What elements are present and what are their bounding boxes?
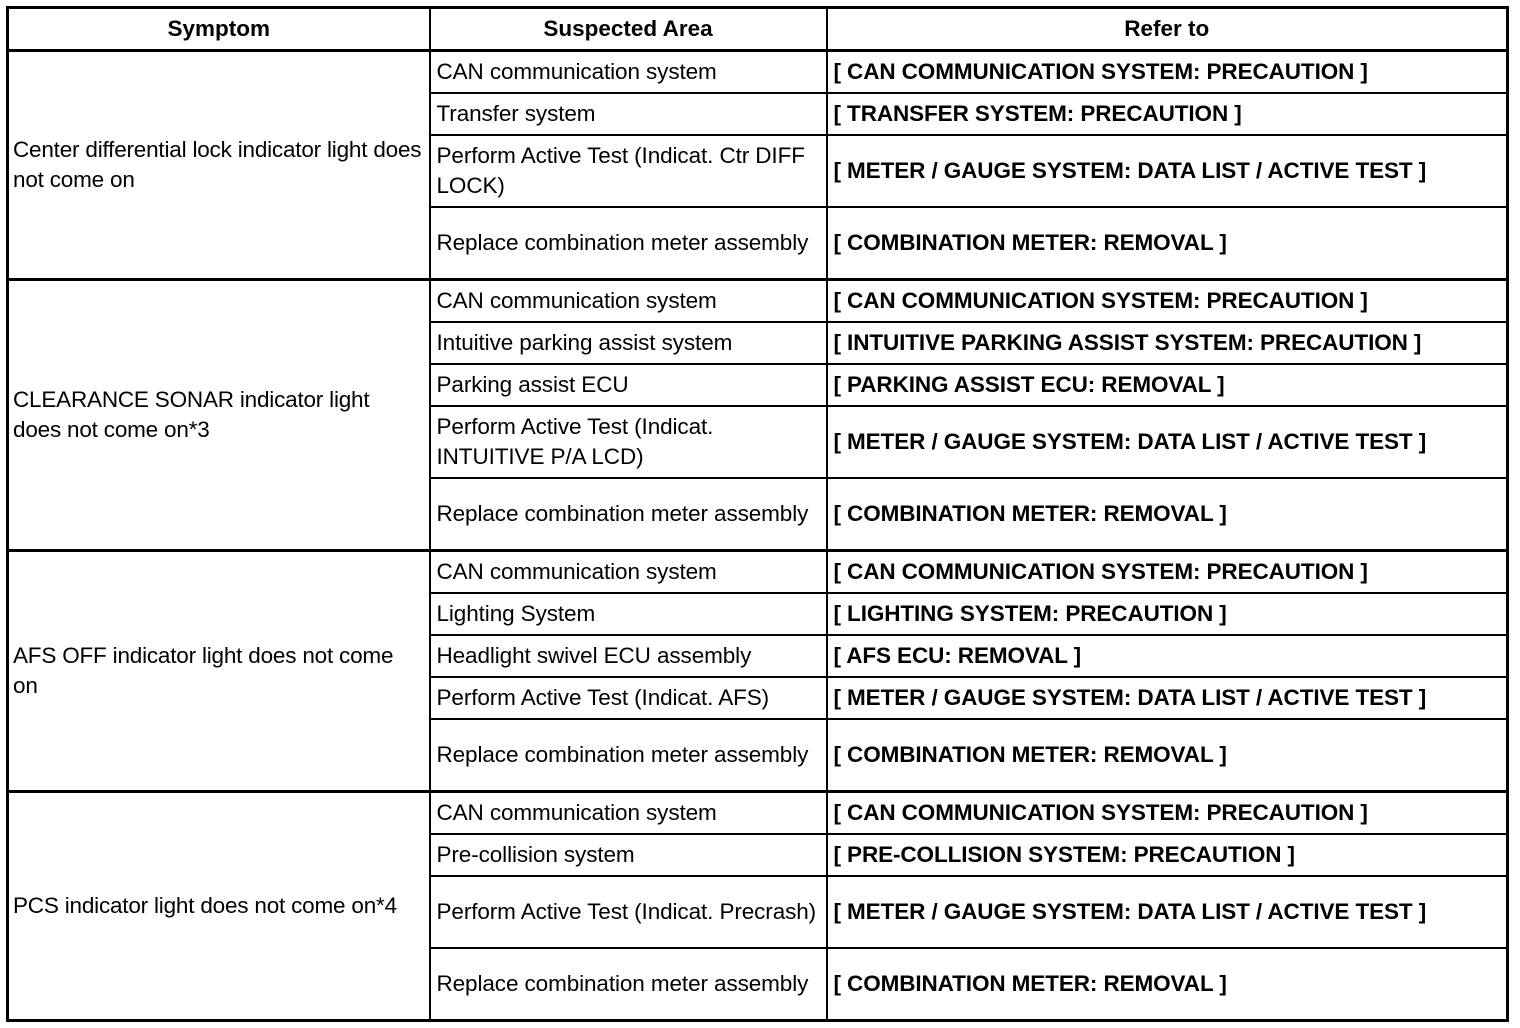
symptom-cell: CLEARANCE SONAR indicator light does not come on*3 — [8, 280, 430, 551]
refer-to-link[interactable]: [ METER / GAUGE SYSTEM: DATA LIST / ACTIVE TEST ] — [827, 677, 1508, 719]
symptom-cell: Center differential lock indicator light does not come on — [8, 51, 430, 280]
suspected-area-cell: Transfer system — [430, 93, 827, 135]
suspected-area-cell: Replace combination meter assembly — [430, 207, 827, 280]
suspected-area-cell: Lighting System — [430, 593, 827, 635]
suspected-area-cell: Perform Active Test (Indicat. INTUITIVE P/A LCD) — [430, 406, 827, 478]
refer-to-link[interactable]: [ COMBINATION METER: REMOVAL ] — [827, 478, 1508, 551]
refer-to-link[interactable]: [ INTUITIVE PARKING ASSIST SYSTEM: PRECAUTION ] — [827, 322, 1508, 364]
suspected-area-cell: Perform Active Test (Indicat. Precrash) — [430, 876, 827, 948]
suspected-area-cell: CAN communication system — [430, 551, 827, 594]
suspected-area-cell: CAN communication system — [430, 280, 827, 323]
table-header-row — [8, 8, 1508, 51]
refer-to-link[interactable]: [ LIGHTING SYSTEM: PRECAUTION ] — [827, 593, 1508, 635]
table-row — [8, 51, 1508, 94]
refer-to-link[interactable]: [ METER / GAUGE SYSTEM: DATA LIST / ACTIVE TEST ] — [827, 876, 1508, 948]
refer-to-link[interactable]: [ PRE-COLLISION SYSTEM: PRECAUTION ] — [827, 834, 1508, 876]
suspected-area-cell: Parking assist ECU — [430, 364, 827, 406]
header-refer-to: Refer to — [827, 8, 1508, 51]
diagnostic-table — [6, 6, 1509, 1022]
header-symptom: Symptom — [8, 8, 430, 51]
symptom-cell: AFS OFF indicator light does not come on — [8, 551, 430, 792]
refer-to-link[interactable]: [ COMBINATION METER: REMOVAL ] — [827, 207, 1508, 280]
table-row — [8, 280, 1508, 323]
table-row — [8, 551, 1508, 594]
refer-to-link[interactable]: [ CAN COMMUNICATION SYSTEM: PRECAUTION ] — [827, 551, 1508, 594]
refer-to-link[interactable]: [ CAN COMMUNICATION SYSTEM: PRECAUTION ] — [827, 280, 1508, 323]
suspected-area-cell: Perform Active Test (Indicat. AFS) — [430, 677, 827, 719]
refer-to-link[interactable]: [ METER / GAUGE SYSTEM: DATA LIST / ACTIVE TEST ] — [827, 135, 1508, 207]
refer-to-link[interactable]: [ CAN COMMUNICATION SYSTEM: PRECAUTION ] — [827, 792, 1508, 835]
symptom-cell: PCS indicator light does not come on*4 — [8, 792, 430, 1021]
suspected-area-cell: Replace combination meter assembly — [430, 719, 827, 792]
suspected-area-cell: Intuitive parking assist system — [430, 322, 827, 364]
refer-to-link[interactable]: [ CAN COMMUNICATION SYSTEM: PRECAUTION ] — [827, 51, 1508, 94]
refer-to-link[interactable]: [ COMBINATION METER: REMOVAL ] — [827, 948, 1508, 1021]
refer-to-link[interactable]: [ PARKING ASSIST ECU: REMOVAL ] — [827, 364, 1508, 406]
table-row — [8, 792, 1508, 835]
suspected-area-cell: Replace combination meter assembly — [430, 478, 827, 551]
refer-to-link[interactable]: [ METER / GAUGE SYSTEM: DATA LIST / ACTIVE TEST ] — [827, 406, 1508, 478]
refer-to-link[interactable]: [ COMBINATION METER: REMOVAL ] — [827, 719, 1508, 792]
suspected-area-cell: Headlight swivel ECU assembly — [430, 635, 827, 677]
suspected-area-cell: Replace combination meter assembly — [430, 948, 827, 1021]
suspected-area-cell: Pre-collision system — [430, 834, 827, 876]
suspected-area-cell: CAN communication system — [430, 792, 827, 835]
suspected-area-cell: CAN communication system — [430, 51, 827, 94]
suspected-area-cell: Perform Active Test (Indicat. Ctr DIFF LOCK) — [430, 135, 827, 207]
header-suspected-area: Suspected Area — [430, 8, 827, 51]
refer-to-link[interactable]: [ AFS ECU: REMOVAL ] — [827, 635, 1508, 677]
refer-to-link[interactable]: [ TRANSFER SYSTEM: PRECAUTION ] — [827, 93, 1508, 135]
